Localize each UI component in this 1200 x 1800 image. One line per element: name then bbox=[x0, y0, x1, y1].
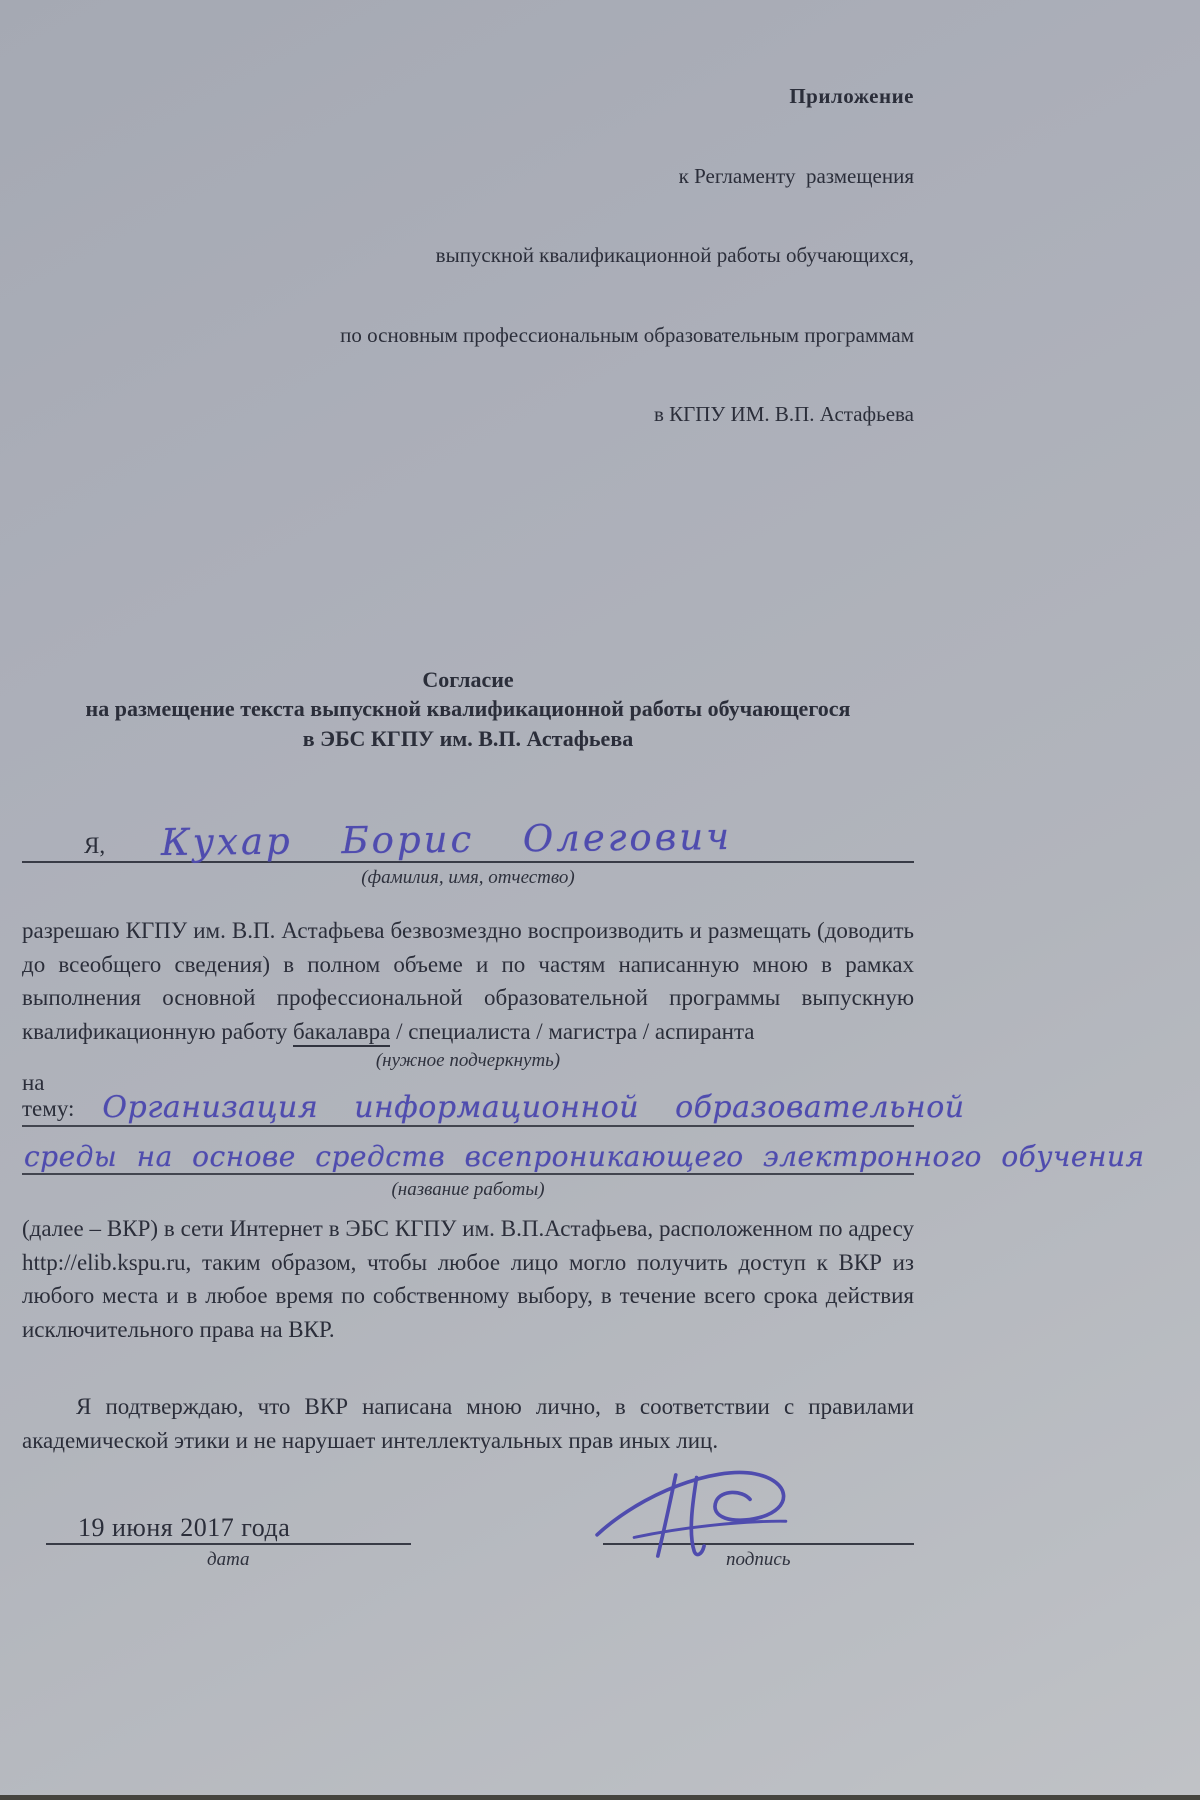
title-line-consent: Согласие bbox=[422, 666, 514, 692]
name-prefix-label: Я, bbox=[84, 833, 106, 858]
theme-row-1 bbox=[22, 1070, 965, 1127]
header-line-work: выпускной квалификационной работы обучающихся, bbox=[435, 243, 914, 267]
signature-caption: подпись bbox=[726, 1549, 791, 1570]
permission-paragraph bbox=[22, 914, 914, 1048]
permission-text-before: разрешаю КГПУ им. В.П. Астафьева безвозмездно воспроизводить и размещать (доводить до всеобщего сведения) в полном объеме и по частям написанную мною в рамках выполнения основной профессиональной образовательной программы выпускную квалификационную работу bbox=[22, 918, 914, 1044]
title-line-placement: на размещение текста выпускной квалификационной работы обучающегося bbox=[85, 696, 851, 721]
theme-label: на тему: bbox=[22, 1070, 75, 1121]
theme-caption: (название работы) bbox=[391, 1179, 545, 1200]
photo-bottom-edge bbox=[0, 1795, 1200, 1800]
title-line-ebs: в ЭБС КГПУ им. В.П. Астафьева bbox=[302, 725, 634, 751]
underline-note-caption: (нужное подчеркнуть) bbox=[375, 1050, 561, 1071]
header-block bbox=[22, 30, 914, 481]
signature-block bbox=[603, 1503, 914, 1572]
header-line-programs: по основным профессиональным образовательным программам bbox=[340, 322, 914, 347]
header-line-appendix: Приложение bbox=[789, 84, 914, 108]
underlined-choice-bachelor: бакалавра bbox=[293, 1019, 390, 1047]
document-content bbox=[22, 0, 1145, 1572]
date-value: 19 июня 2017 года bbox=[78, 1513, 291, 1542]
header-line-university: в КГПУ ИМ. В.П. Астафьева bbox=[653, 402, 914, 426]
handwritten-theme-line-1: Организация информационной образовательной bbox=[102, 1090, 965, 1125]
signature-rule bbox=[603, 1503, 914, 1545]
vkr-paragraph: (далее – ВКР) в сети Интернет в ЭБС КГПУ им. В.П.Астафьева, расположенном по адресу http://elib.kspu.ru, таким образом, чтобы любое лицо могло получить доступ к ВКР из любого места и в любое время по собственному выбору, в течение всего срока действия исключительного права на ВКР. bbox=[22, 1216, 914, 1342]
date-rule bbox=[46, 1503, 411, 1545]
name-row bbox=[22, 809, 914, 863]
header-line-regulation: к Регламенту размещения bbox=[678, 163, 914, 188]
name-caption: (фамилия, имя, отчество) bbox=[361, 867, 575, 888]
handwritten-theme-line-2: среды на основе средств всепроникающего электронного обучения bbox=[24, 1140, 1145, 1173]
document-title bbox=[22, 665, 914, 754]
confirmation-paragraph: Я подтверждаю, что ВКР написана мною лично, в соответствии с правилами академической этики и не нарушает интеллектуальных прав иных лиц. bbox=[22, 1394, 914, 1453]
handwritten-full-name: Кухар Борис Олегович bbox=[160, 815, 733, 864]
date-signature-row bbox=[22, 1503, 914, 1572]
signature-scribble bbox=[587, 1454, 815, 1569]
date-caption: дата bbox=[206, 1549, 250, 1570]
theme-row-2 bbox=[22, 1127, 1145, 1175]
permission-text-after: / специалиста / магистра / аспиранта bbox=[390, 1018, 755, 1044]
date-block bbox=[46, 1503, 411, 1572]
